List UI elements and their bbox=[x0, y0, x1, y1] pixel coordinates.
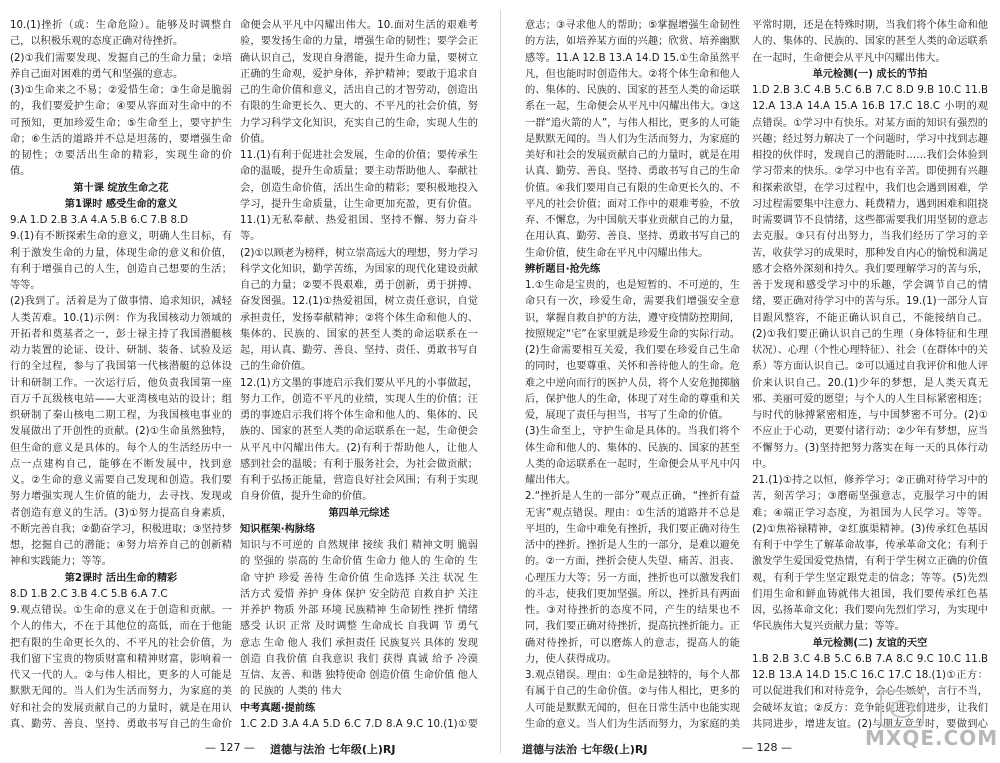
text-line: 知识与不可逆的 自然规律 接续 我们 精神文明 脆弱的 坚强的 崇高的 生命价值 生命力 他人的 生命的 生命 守护 珍爱 善待 生命价值 生命选择 关注 状况 生活方式 爱惜 养护 身体 保护 安全防范 自救自护 关注并养护 物质 外部 环境 民族精神 生命韧性 挫折 情绪感受 认识 正常 及时调整 生命成长 自我调 节 勇气 意志 生命 他人 我们 承担责任 民族复兴 具体的 发现 创造 自我价值 自我意识 我们 获得 真诚 给予 冷漠 互信、友善、和谐 独特使命 创造价值 生命价值 他人的 民族的 人类的 伟大 bbox=[240, 540, 478, 698]
section-heading: 第十课 绽放生命之花 bbox=[73, 182, 169, 194]
text-line: (3)①生命来之不易；②爱惜生命；③生命是脆弱的，我们要爱护生命；④要从容面对生命中的不可预知，更加珍爱生命；⑤生命至上，要守护生命；⑥生活的道路并不总是坦荡的，要增强生命的韧性；⑦要活出生命的精彩，实现生命的价值。 bbox=[10, 85, 232, 178]
watermark-logo-icon bbox=[880, 690, 924, 728]
text-line: 2.“挫折是人生的一部分”观点正确，“挫折有益无害”观点错误。理由：①生活的道路并不总是平坦的，生命中难免有挫折，我们要正确对待生活中的挫折。挫折是人生的一部分，是难以避免的。②一方面，挫折会使人失望、痛苦、沮丧、心理压力大等；另一方面，挫折也可以激发我们的斗志，使我们更加坚强。所以，挫折具有两面性。③对待挫折的态度不同，产生的结果也不同，我们要正确对待挫折，提高抗挫折能力。正确对待挫折，可以磨炼人的意志，提高人的能力，使人获得成功。 bbox=[525, 491, 740, 665]
text-line: 9.A 1.D 2.B 3.A 4.A 5.B 6.C 7.B 8.D bbox=[10, 215, 189, 226]
text-line: 1.D 2.B 3.C 4.B 5.C 6.B 7.C 8.D 9.B 10.C 11.B 12.A 13.A 14.A 15.A 16.B 17.C 18.C 小明的观点错误。①学习中有快乐。对某方面的知识有强烈的兴趣；经过努力解决了一个问题时，学习中找到志趣相投的伙伴时，发现自己的潜能时……我们会体验到学习带来的快乐。②学习中也有辛苦。即使拥有兴趣和探索欲望，在学习过程中，我们也会遇到困难，学习过程需要集中注意力、耗费精力，遇到困难和阻挠时需要调节不良情绪，这些都需要我们用坚韧的意志去克服。③只有付出努力，当我们经历了学习的辛苦，收获学习的成果时，那种发自内心的愉悦和满足感才会格外深刻和持久。我们要理解学习的苦与乐，善于发现和感受学习中的乐趣，学会调节自己的情绪，要正确对待学习中的苦与乐。19.(1)一部分人盲目跟风整容，不能正确认识自己，不能接纳自己。(2)①我们要正确认识自己的生理（身体特征和生理状况）、心理（个性心理特征）、社会（在群体中的关系）等方面认识自己。②可以通过自我评价和他人评价来认识自己。20.(1)少年的梦想，是人类天真无邪、美丽可爱的愿望；与个人的人生目标紧密相连；与时代的脉搏紧密相连，与中国梦密不可分。(2)①不应止于心动，更要付诸行动；②少年有梦想，应当不懈努力。(3)坚持把努力落实在每一天的具体行动中。 bbox=[752, 85, 988, 470]
watermark-text: MXQE.COM bbox=[865, 726, 999, 750]
text-line: 1.①生命是宝贵的，也是短暂的、不可逆的，生命只有一次，珍爱生命，需要我们增强安全意识，掌握自救自护的方法，遵守疫情防控期间，按照规定“宅”在家里就是珍爱生命的实际行动。(2)生命需要相互关爱，我们要在珍爱自己生命的同时，也要尊重、关怀和善待他人的生命。危难之中逆向而行的医护人员，将个人安危抛掷脑后，保护他人的生命，体现了对生命的尊重和关爱，展现了责任与担当，书写了生命的价值。 bbox=[525, 280, 740, 421]
text-line: 8.D 1.B 2.C 3.B 4.C 5.B 6.A 7.C bbox=[10, 588, 168, 600]
lesson-heading: 第2课时 活出生命的精彩 bbox=[64, 572, 178, 584]
text-line: (2)①以顾老为榜样，树立崇高远大的理想，努力学习科学文化知识，勤学苦练，为国家的现代化建设贡献自己的力量；②要不畏艰难，勇于创新，勇于拼搏、奋发图强。12.(1)①热爱祖国，树立责任意识，自觉承担责任，发扬奉献精神；②将个体生命和他人的、集体的、民族的、国家的甚至人类的命运联系在一起，用认真、勤劳、善良、坚持、责任、勇敢书写自己的生命价值。 bbox=[240, 247, 478, 373]
footer-title-right: 道德与法治 七年级(上)RJ bbox=[522, 743, 648, 756]
text-line: (3)生命至上，守护生命是具体的。当我们将个体生命和他人的、集体的、民族的、国家的甚至人类的命运联系在一起时，生命便会从平凡中闪耀出伟大。 bbox=[525, 426, 740, 486]
text-line: (2)我到了。活着是为了做事情、追求知识，减轻人类苦难。10.(1)示例：作为我国核动力领域的开拓者和奠基者之一，彭士禄主持了我国潜艇核动力装置的论证、设计、研制、装备、试验及运行的全过程，参与了我国第一代核潜艇的总体设计和研制工作。一次运行后，他负责我国第一座百万千瓦级核电站——大亚湾核电站的设计；组织研制了秦山核电二期工程，为我国核电事业的发展做出了开创性的贡献。(2)①生命虽然独特，但生命的意义是具体的。每个人的生活经历中一点一点建构自己，能够在不断发展中，找到意义。②生命的意义需要自己发现和创造。我们要努力增强实现人生价值的能力，去寻找、发现或者创造有意义的生活。(3)①努力提高自身素质，不断完善自我；②勤奋学习，积极进取；③坚持梦想，挖掘自己的潜能；④努力培养自己的创新精神和实践能力；等等。 bbox=[10, 296, 232, 568]
text-line: 命便会从平凡中闪耀出伟大。10.面对生活的艰难考验，要发扬生命的力量，增强生命的韧性；要学会正确认识自己，发现自身潜能，提升生命力量，要树立正确的生命观，爱护身体，养护精神；要敢于追求自己的生命价值和意义，活出自己的才智劳动，创造出有限的生命更长久、更大的、不平凡的社会价值，努力学习科学文化知识，充实自己的生命，实现人生的价值。 bbox=[240, 20, 478, 145]
text-line: 10.(1)挫折（或：生命危险）。能够及时调整自己，以积极乐观的态度正确对待挫折。 bbox=[10, 20, 232, 48]
unit-heading: 单元检测(一) 成长的节拍 bbox=[812, 68, 928, 80]
subsection-heading: 辨析题目·抢先练 bbox=[525, 263, 601, 275]
section-heading: 第四单元综述 bbox=[328, 507, 390, 519]
column-1 bbox=[10, 18, 232, 730]
text-line: (2)①我们需要发现、发掘自己的生命力量；②培养自己面对困难的勇气和坚强的意志。 bbox=[10, 52, 232, 80]
text-line: 意志；③寻求他人的帮助；⑤掌握增强生命韧性的方法，如培养某方面的兴趣；欣赏、培养幽默感等。11.A 12.B 13.A 14.D 15.①生命虽然平凡，但也能时时创造伟大。②将个体生命和他人的、集体的、民族的、国家的甚至人类的命运联系在一起，生命便会从平凡中闪耀出伟大。③这一群“追火箭的人”，与伟人相比，更多的人可能是默默无闻的。当人们为生活而努力，为家庭的美好和社会的发展贡献自己的力量时，就是在用认真、勤劳、善良、坚持、勇敢书写自己的生命价值。④我们要用自己有限的生命更长久的、不平凡的社会价值；面对工作中的艰难考验，不放弃、不懈怠，为中国航天事业贡献自己的力量，在用认真、勤劳、善良、坚持、勇敢书写自己的生命价值，使生命在平凡中闪耀出伟大。 bbox=[525, 20, 740, 259]
column-3 bbox=[525, 18, 740, 730]
text-line: 9.(1)有不断探索生命的意义，明确人生目标，有利于激发生命的力量，体现生命的意义和价值，有利于增强自己的人生，创造自己想要的生活；等等。 bbox=[10, 231, 232, 291]
text-line: 3.观点错误。理由：①生命是独特的，每个人都有属于自己的生命价值。②与伟人相比，更多的人可能是默默无闻的，但在日常生活中也能实现生命的意义。当人们为生活而努力，为家庭的美 bbox=[525, 670, 740, 730]
column-2 bbox=[240, 18, 478, 730]
text-line: 平常时期，还是在特殊时期，当我们将个体生命和他人的、集体的、民族的、国家的甚至人类的命运联系在一起时，生命便会从平凡中闪耀出伟大。 bbox=[752, 20, 988, 64]
page-number-left: — 127 — bbox=[205, 741, 255, 754]
column-4 bbox=[752, 18, 988, 730]
text-line: 21.(1)①持之以恒，修养学习；②正确对待学习中的苦，刻苦学习；③磨砺坚强意志，克服学习中的困难；④端正学习态度，为祖国为人民学习。等等。(2)①焦裕禄精神，②红旗渠精神。(3)传承红色基因有利于中学生了解革命故事，传承革命文化；有利于激发学生爱国爱党热情，有利于学生树立正确的价值观，有利于学生坚定跟党走的信念；等等。(5)先烈们用生命和鲜血铸就伟大祖国，我们要传承红色基因，弘扬革命文化；我们要向先烈们学习，为实现中华民族伟大复兴贡献力量；等等。 bbox=[752, 475, 988, 633]
text-line: 11.(1)有利于促进社会发展，生命的价值；要传承生命的温暖，提升生命质量；要主动帮助他人、奉献社会，创造生命价值，活出生命的精彩；要积极地投入学习，提升生命质量，让生命更加充盈，更有价值。11.(1)无私奉献、热爱祖国、坚持不懈、努力奋斗等。 bbox=[240, 150, 478, 243]
unit-heading: 单元检测(二) 友谊的天空 bbox=[812, 637, 928, 649]
subsection-heading: 知识框架·构脉络 bbox=[240, 523, 316, 535]
footer-title-left: 道德与法治 七年级(上)RJ bbox=[270, 743, 396, 756]
page-number-right: — 128 — bbox=[742, 741, 792, 754]
subsection-heading: 中考真题·提前练 bbox=[240, 702, 316, 714]
page-divider bbox=[500, 10, 501, 753]
text-line: 9.观点错误。①生命的意义在于创造和贡献。一个人的伟大，不在于其他位的高低，而在于他能把有限的生命更长久的、不平凡的社会价值，为我们留下宝贵的物质财富和精神财富，影响着一代又一代的人。②与伟人相比，更多的人可能是默默无闻的。当人们为生活而努力，为家庭的美好和社会的发展贡献自己的力量时，就是在用认真、勤劳、善良、坚持、勇敢书写自己的生命价 bbox=[10, 605, 232, 730]
text-line: 12.(1)方文墨的事迹启示我们要从平凡的小事做起，努力工作，创造不平凡的业绩，实现人生的价值；汪勇的事迹启示我们将个体生命和他人的、集体的、民族的、国家的甚至人类的命运联系在一起，生命便会从平凡中闪耀出伟大。(2)有利于帮助他人，让他人感到社会的温暖；有利于服务社会，为社会做贡献；有利于弘扬正能量，营造良好社会风围；有利于实现自身价值，提升生命的价值。 bbox=[240, 377, 478, 503]
text-line: 1.C 2.D 3.A 4.A 5.D 6.C 7.D 8.A 9.C 10.(1)①要 bbox=[240, 718, 478, 730]
lesson-heading: 第1课时 感受生命的意义 bbox=[64, 198, 178, 210]
text-line: 1.B 2.B 3.C 4.B 5.C 6.B 7.A 8.C 9.C 10.C 11.B 12.B 13.A 14.D 15.C 16.C 17.C 18.(1)①正方：可以促进我们和对待竞争，会心生嫉妒，言行不当，会破坏友谊；②反方：竞争能促进我们进步，让我们共同进步，增进友谊。(2)与朋友竞争时，要做到心 bbox=[752, 653, 988, 730]
